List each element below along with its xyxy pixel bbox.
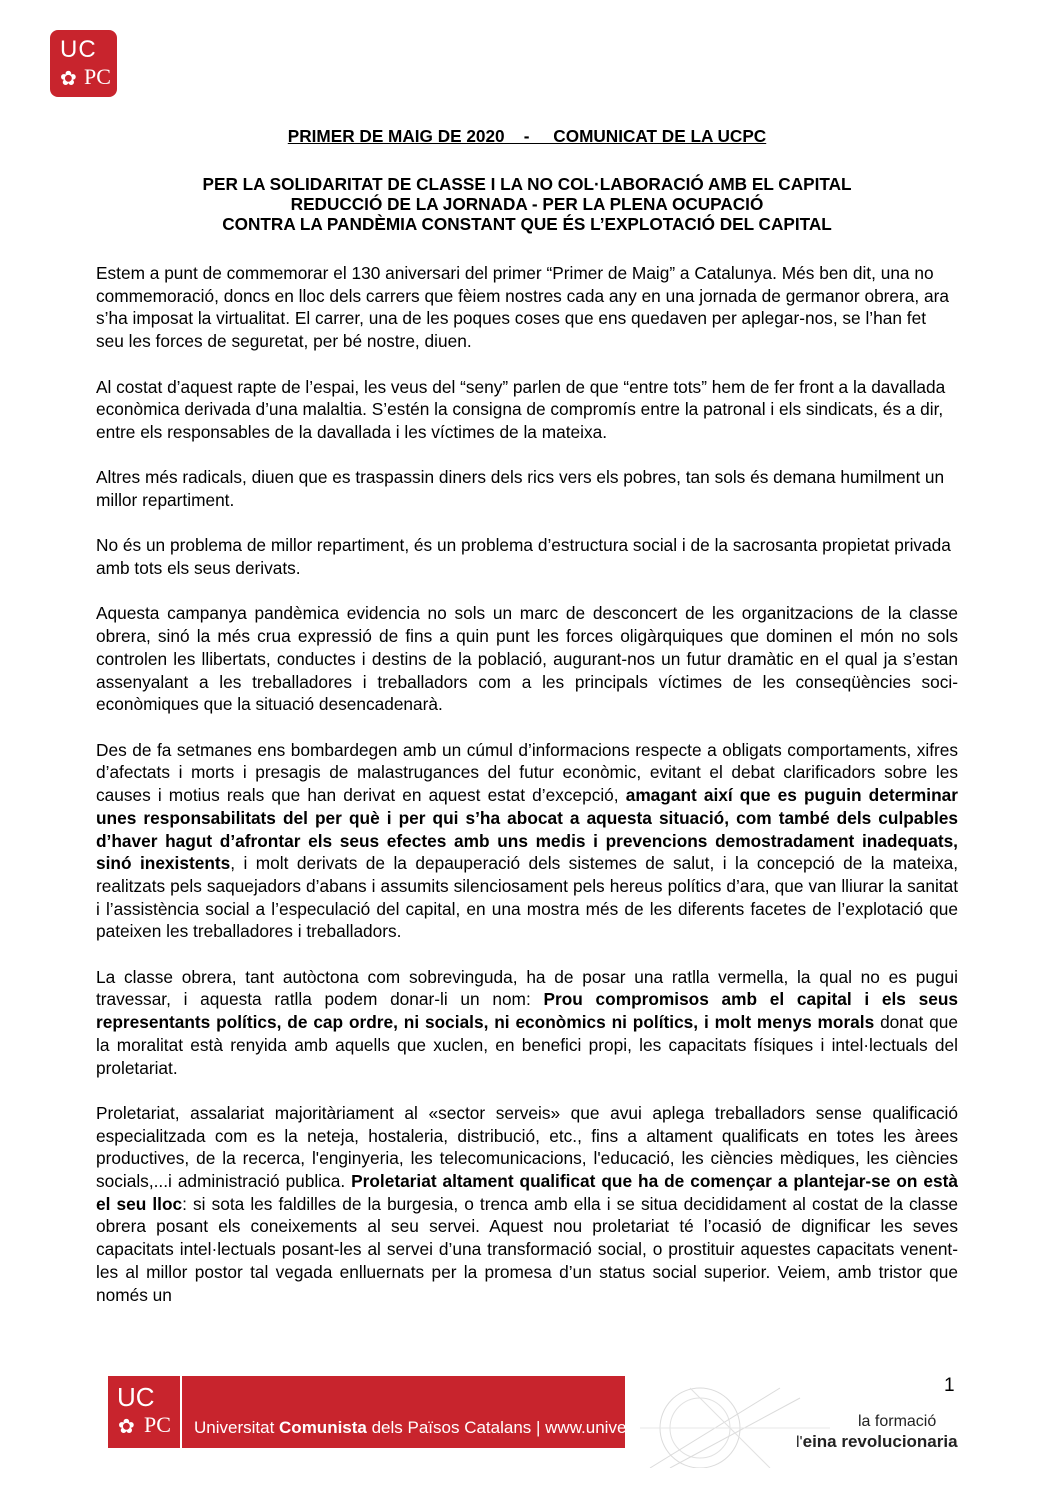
logo-letters-bottom: PC xyxy=(84,64,111,89)
footer-ucpc-logo xyxy=(108,1376,182,1448)
paragraph-text: Proletariat, assalariat majoritàriament al «sector serveis» que avui aplega treballadors sense qualificació especialitzada com es la neteja, hostaleria, distribució, etc., fins a altament qualificats en totes les àrees productives, de la recerca, l'enginyeria, les telecomunicacions, l'educació, les ciències mèdiques, les ciències socials,...i administració publica. xyxy=(96,1102,958,1192)
slogan-bold: eina revolucionaria xyxy=(802,1432,958,1451)
paragraph: Estem a punt de commemorar el 130 aniversari del primer “Primer de Maig” a Catalunya. Més ben dit, una no commemoració, doncs en lloc dels carrers que fèiem nostres cada any en una jornada de germanor obrera, ara s’ha imposat la virtualitat. El carrer, una de les poques coses que ens quedaven per aplegar-nos, se l’han fet seu les forces de seguretat, per bé nostre, diuen. xyxy=(96,263,949,352)
logo-figure-icon: ✿ xyxy=(60,68,77,90)
paragraph-text: donat que la moralitat està renyida amb aquells que xuclen, en benefici propi, les capacitats físiques i intel·lectuals del proletariat. xyxy=(96,1012,959,1078)
paragraph: No és un problema de millor repartiment, és un problema d’estructura social i de la sacrosanta propietat privada amb tots els seus derivats. xyxy=(96,535,951,579)
footer-text-suffix: dels Països Catalans | www.universitat.cat xyxy=(366,1418,691,1437)
subtitle-line: CONTRA LA PANDÈMIA CONSTANT QUE ÉS L’EXPLOTACIÓ DEL CAPITAL xyxy=(222,214,832,234)
slogan-line: la formació xyxy=(858,1413,937,1430)
page-number: 1 xyxy=(944,1375,955,1396)
paragraph xyxy=(96,1102,958,1306)
footer-text xyxy=(194,1418,691,1438)
ucpc-logo xyxy=(50,30,117,97)
paragraph-emphasis: Proletariat altament qualificat que ha de començar a plantejar-se on està el seu lloc xyxy=(96,1171,958,1214)
paragraph-emphasis: amagant així que es puguin determinar unes responsabilitats del per què i per qui s’ha abocat a aquesta situació, com també dels culpables d’haver hagut d’afrontar els seus efectes amb uns medis i prevencions demostradament inadequats, sinó inexistents xyxy=(96,785,958,874)
slogan-prefix: l' xyxy=(796,1434,803,1451)
document-subtitles xyxy=(96,174,958,234)
paragraph-text: : si sota les faldilles de la burgesia, o trenca amb ella i se situa decididament al costat de la classe obrera posant els coneixements al seu servei. Aquest nou proletariat té l’ocasió de dignificar les seves capacitats intel·lectuals posant-les al servei d’una transformació social, o prostituir aquestes capacitats venent-les al millor postor tal vegada enlluernats per la promesa d’un status social superior. Veiem, amb tristor que només un xyxy=(96,1193,958,1305)
footer-banner xyxy=(108,1376,691,1448)
paragraph-text: Des de fa setmanes ens bombardegen amb un cúmul d’informacions respecte a obligats comportaments, xifres d’afectats i morts i presagis de malastrugances del futur econòmic, evitant el debat clarificadors sobre les causes i motius reals que han derivat en aquest estat d’excepció, xyxy=(96,739,958,806)
paragraph-emphasis: Prou compromisos amb el capital i els seus representants polítics, de cap ordre, ni socials, ni econòmics ni polítics, i molt menys morals xyxy=(96,989,958,1033)
footer-text-bold: Comunista xyxy=(279,1418,367,1437)
paragraph: Aquesta campanya pandèmica evidencia no sols un marc de desconcert de les organitzacions de la classe obrera, sinó la més crua expressió de fins a quin punt les forces oligàrquiques que dominen el món no sols controlen les llibertats, conductes i destins de la població, augurant-nos un futur dramàtic en el qual ja s’estan assenyalant a les treballadores i treballadors com a les principals víctimes de les conseqüències soci-econòmiques que la situació desencadenarà. xyxy=(96,603,958,715)
paragraph-text: , i molt derivats de la depauperació dels sistemes de salut, i la concepció de la mateixa, realitzats pels saquejadors d’abans i assumits silenciosament pels hereus polítics d’ara, que van lliurar la sanitat i l’assistència social a l’especulació del capital, en una mostra més de les diferents facetes de l’explotació que pateixen les treballadores i treballadors. xyxy=(96,853,958,942)
footer-logo-letters-top: UC xyxy=(117,1382,155,1412)
footer-slogan xyxy=(796,1412,958,1453)
document-title: PRIMER DE MAIG DE 2020 - COMUNICAT DE LA UCPC xyxy=(287,126,767,146)
paragraph: Altres més radicals, diuen que es traspassin diners dels rics vers els pobres, tan sols és demana humilment un millor repartiment. xyxy=(96,467,945,510)
paragraph xyxy=(96,966,958,1080)
paragraph: Al costat d’aquest rapte de l’espai, les veus del “seny” parlen de que “entre tots” hem de fer front a la davallada econòmica derivada d’una malaltia. S’estén la consigna de compromís entre la patronal i els sindicats, és a dir, entre els responsables de la davallada i les víctimes de la mateixa. xyxy=(96,376,946,442)
logo-letters-top: UC xyxy=(60,36,97,63)
footer-logo-letters-bottom: PC xyxy=(144,1412,171,1437)
document-body xyxy=(96,262,958,1329)
footer-text-prefix: Universitat xyxy=(194,1418,280,1437)
slogan-line xyxy=(796,1432,958,1453)
footer-logo-figure-icon: ✿ xyxy=(118,1416,135,1438)
paragraph-text: La classe obrera, tant autòctona com sobrevinguda, ha de posar una ratlla vermella, la qual no es pugui travessar, i aquesta ratlla podem donar-li un nom: xyxy=(96,966,958,1010)
subtitle-line: PER LA SOLIDARITAT DE CLASSE I LA NO COL·LABORACIÓ AMB EL CAPITAL xyxy=(202,174,852,194)
subtitle-line: REDUCCIÓ DE LA JORNADA - PER LA PLENA OCUPACIÓ xyxy=(290,194,764,214)
paragraph xyxy=(96,739,958,943)
